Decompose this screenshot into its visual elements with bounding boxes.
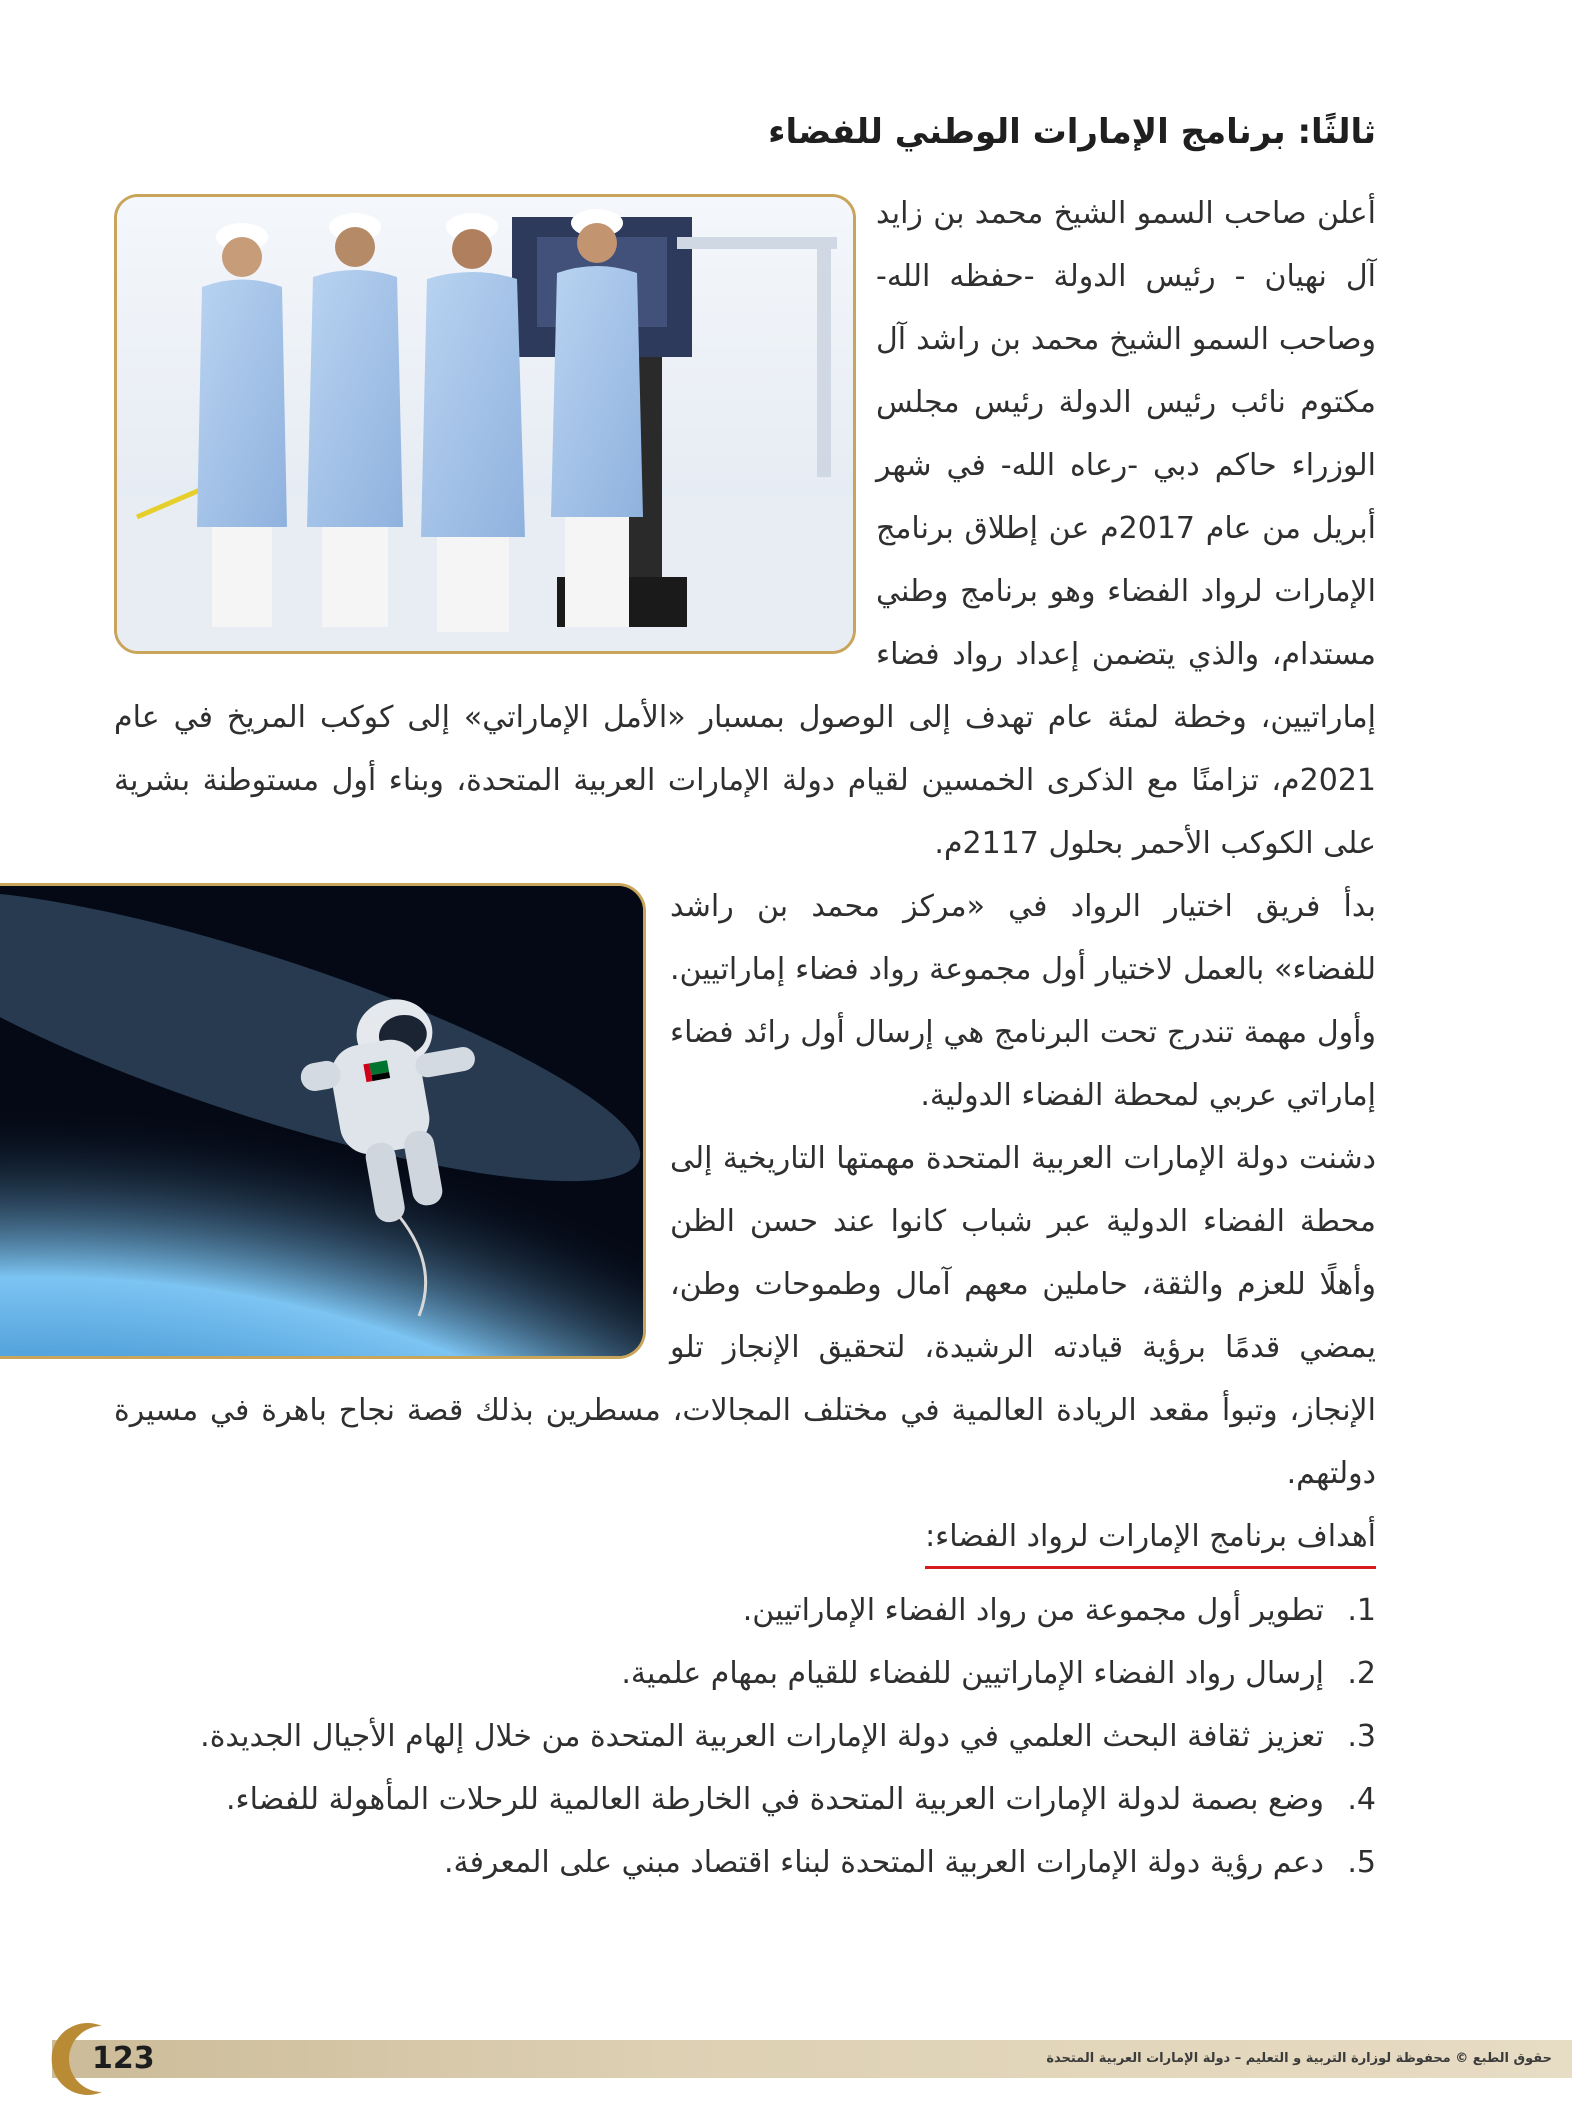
- paragraph-historic-mission: دشنت دولة الإمارات العربية المتحدة مهمتها التاريخية إلى محطة الفضاء الدولية عبر شباب كانوا عند حسن الظن وأهلًا للعزم والثقة، حاملين معهم آمال وطموحات وطن، يمضي قدمًا برؤية قيادته الرشيدة، لتحقيق الإنجاز تلو الإنجاز، وتبوأ مقعد الريادة العالمية في مختلف المجالات، مسطرين بذلك قصة نجاح باهرة في مسيرة دولتهم.: [114, 1141, 1376, 1491]
- list-item-number: 4.: [1347, 1782, 1376, 1817]
- page-number: 123: [92, 2041, 155, 2076]
- paragraph-astronaut-selection: بدأ فريق اختيار الرواد في «مركز محمد بن راشد للفضاء» بالعمل لاختيار أول مجموعة رواد فضاء إماراتيين. وأول مهمة تندرج تحت البرنامج هي إرسال أول رائد فضاء إماراتي عربي لمحطة الفضاء الدولية.: [670, 889, 1376, 1113]
- astronaut-illustration: [0, 886, 643, 1356]
- list-item: [114, 1579, 1376, 1642]
- list-item-text: دعم رؤية دولة الإمارات العربية المتحدة لبناء اقتصاد مبني على المعرفة.: [443, 1845, 1324, 1880]
- list-item-text: تطوير أول مجموعة من رواد الفضاء الإماراتيين.: [742, 1593, 1324, 1628]
- list-item-text: وضع بصمة لدولة الإمارات العربية المتحدة في الخارطة العالمية للرحلات المأهولة للفضاء.: [226, 1782, 1324, 1817]
- leaders-photo-illustration: [117, 197, 853, 651]
- list-item-text: تعزيز ثقافة البحث العلمي في دولة الإمارات العربية المتحدة من خلال إلهام الأجيال الجديدة.: [200, 1719, 1324, 1754]
- leaders-photo: [114, 194, 856, 654]
- astronaut-earth-image: [0, 883, 646, 1359]
- list-item-number: 3.: [1347, 1719, 1376, 1754]
- goals-heading: أهداف برنامج الإمارات لرواد الفضاء:: [925, 1510, 1376, 1569]
- section-title: ثالثًا: برنامج الإمارات الوطني للفضاء: [768, 112, 1376, 152]
- paragraph-announcement: أعلن صاحب السمو الشيخ محمد بن زايد آل نهيان - رئيس الدولة -حفظه الله- وصاحب السمو الشيخ محمد بن راشد آل مكتوم نائب رئيس الدولة رئيس مجلس الوزراء حاكم دبي -رعاه الله- في شهر أبريل من عام 2017م عن إطلاق برنامج الإمارات لرواد الفضاء وهو برنامج وطني مستدام، والذي يتضمن إعداد رواد فضاء إماراتيين، وخطة لمئة عام تهدف إلى الوصول بمسبار «الأمل الإماراتي» إلى كوكب المريخ في عام 2021م، تزامنًا مع الذكرى الخمسين لقيام دولة الإمارات العربية المتحدة، وبناء أول مستوطنة بشرية على الكوكب الأحمر بحلول 2117م.: [114, 196, 1376, 861]
- list-item: [114, 1831, 1376, 1894]
- list-item-number: 5.: [1347, 1845, 1376, 1880]
- list-item-number: 1.: [1347, 1593, 1376, 1628]
- goals-list: [114, 1579, 1376, 1894]
- copyright-notice: حقوق الطبع © محفوظة لوزارة التربية و التعليم – دولة الإمارات العربية المتحدة: [1046, 2051, 1552, 2066]
- list-item-text: إرسال رواد الفضاء الإماراتيين للفضاء للقيام بمهام علمية.: [621, 1656, 1324, 1691]
- list-item: [114, 1642, 1376, 1705]
- list-item-number: 2.: [1347, 1656, 1376, 1691]
- main-text-body: [114, 182, 1376, 1894]
- list-item: [114, 1768, 1376, 1831]
- list-item: [114, 1705, 1376, 1768]
